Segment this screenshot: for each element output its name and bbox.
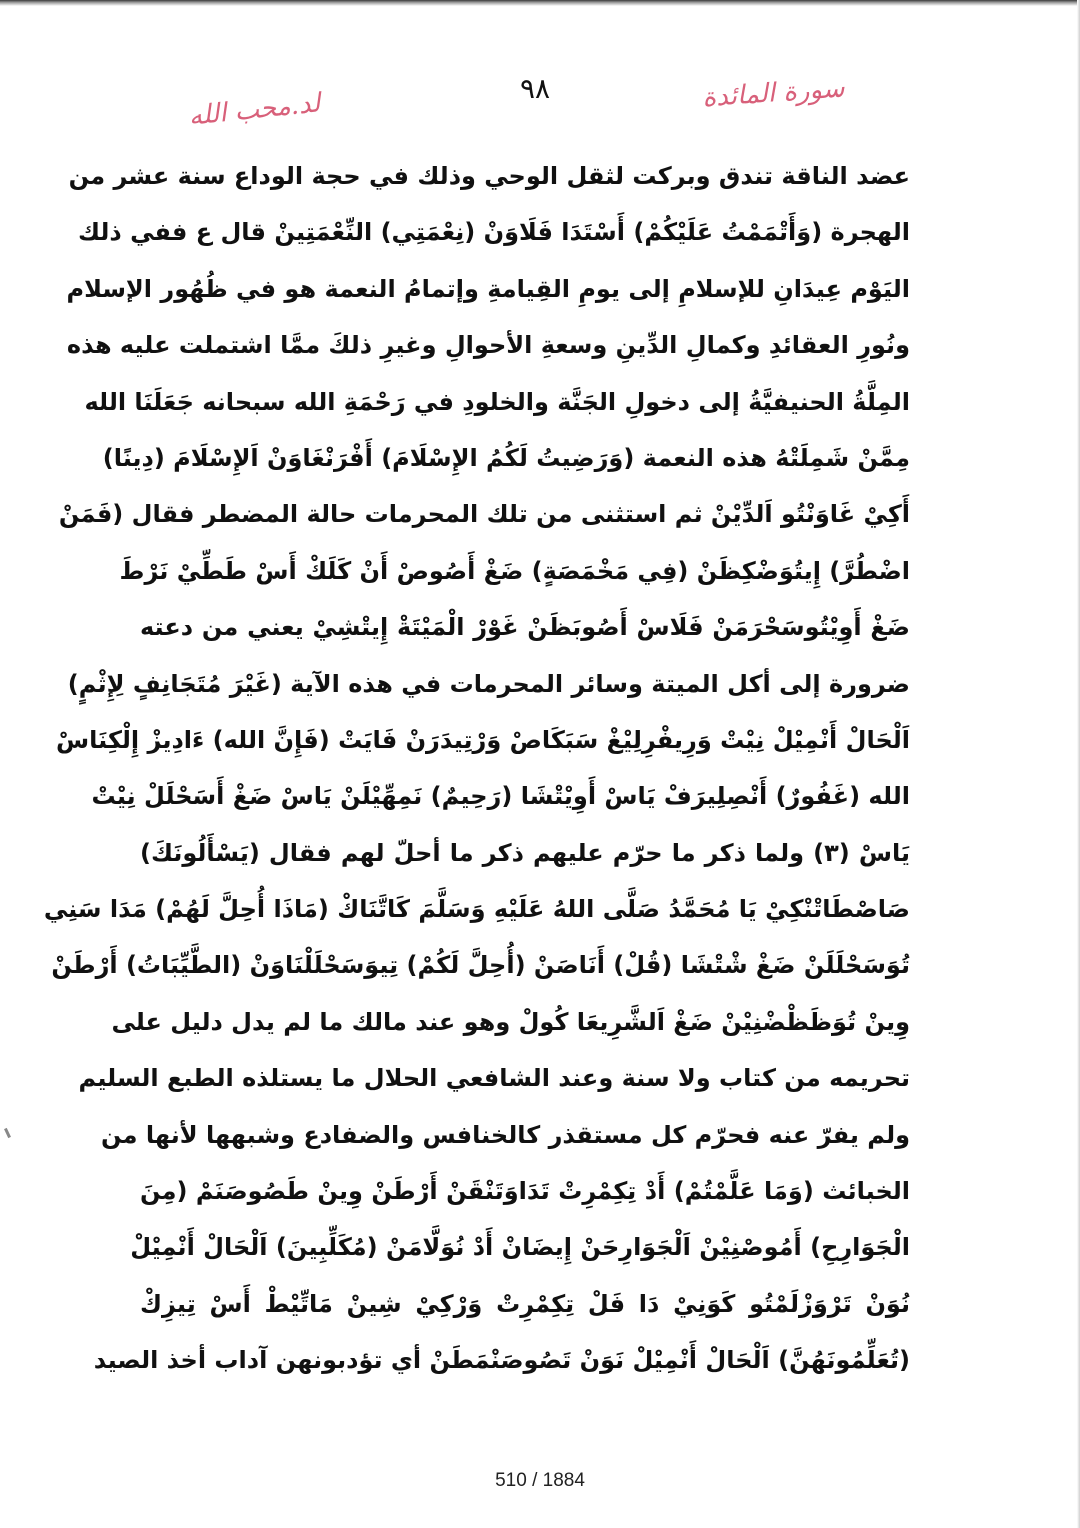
text-line: اليَوْم عِيدَانِ للإسلامِ إلى يومِ القِيامةِ وإتمامُ النعمة هو في ظُهُور الإسلام xyxy=(66,274,910,303)
text-line: (تُعَلِّمُونَهُنَّ) اَلْحَالْ أَنْمِيْلْ نَوَنْ تَصُوصَنْمَطَنْ أي تؤدبونهن آداب أخذ الصيد xyxy=(93,1346,910,1375)
page-body xyxy=(43,148,910,1389)
text-line: ولم يفرّ عنه فحرّم كل مستقذر كالخنافس والضفادع وشبهها لأنها من xyxy=(101,1120,910,1149)
page-counter: 510 / 1884 xyxy=(495,1470,585,1491)
text-line: ضَغْ أَوِيْتُوسَحْرَمَنْ فَلَاسْ أَصُوبَظَنْ غَوْرْ الْمَيْتَةْ إِيتْشِيْ يعني من دعته xyxy=(140,613,910,642)
text-line: وِينْ تُوَظَظْضْنِيْنْ ضَغْ اَلشَّرِيعَا كُولْ وهو عند مالك ما لم يدل دليل على xyxy=(111,1007,910,1036)
author-handwritten-note: لد.محب الله xyxy=(187,88,322,132)
text-line: اضْطُرَّ) إِيتُوَضْكِظَنْ (فِي مَخْمَصَةٍ) ضَغْ أَصُوصْ أَنْ كَلَكْ أَسْ طَطِّيْ نَرْطَ xyxy=(119,556,910,585)
page-number: ٩٨ xyxy=(519,72,551,105)
scan-top-edge xyxy=(0,0,1080,6)
scan-speck xyxy=(4,1128,11,1138)
text-line: ونُورِ العقائدِ وكمالِ الدِّينِ وسعةِ الأحوالِ وغيرِ ذلكَ ممَّا اشتملت عليه هذه xyxy=(66,331,910,360)
text-line: أَكِيْ غَاوَنْتُو اَلدِّيْنْ ثم استثنى من تلك المحرمات حالة المضطر فقال (فَمَنْ xyxy=(58,500,910,529)
text-line: ضرورة إلى أكل الميتة وسائر المحرمات في هذه الآية (غَيْرَ مُتَجَانِفٍ لِإِثْمٍ) xyxy=(67,669,910,698)
text-line: الْجَوَارِحِ) أَمُوصْنِيْنْ اَلْجَوَارِحَنْ إِيضَانْ أَدْ نُوَلَّامَنْ (مُكَلِّبِينَ) اَلْحَالْ أَنْمِيْلْ xyxy=(130,1233,910,1262)
text-line: تُوَسَحْلَلَنْ ضَغْ شْتْشَا (قُلْ) أَنَاصَنْ (أُحِلَّ لَكُمْ) تِيوَسَحْلَلْنَاوَنْ (الطَّيِّبَاتُ) أَرْطَنْ xyxy=(51,951,910,980)
text-line: نُوَنْ تَرْوَزْلَمْتُو كَوَنِيْ دَا فَلْ تِكِمْرِتْ وَرْكِيْ شِينْ مَاتِّيْطْ أَسْ تِيزِكْ xyxy=(140,1289,910,1318)
text-line: اَلْحَالْ أَنْمِيْلْ نِيْتْ وَرِيفْرِلِيْغْ سَبَكَاصْ وَرْتِيدَرَنْ فَايَتْ (فَإِنَّ الله) ءَادِيزْ إِلْكِنَاسْ xyxy=(56,725,910,754)
text-line: الخبائث (وَمَا عَلَّمْتُمْ) أَدْ تِكِمْرِتْ تَدَاوَتَنْقَنْ أَرْطَنْ وِينْ طَصُوصَنَمْ (مِنَ xyxy=(140,1177,910,1206)
text-line: يَاسْ (٣) ولما ذكر ما حرّم عليهم ذكر ما أحلّ لهم فقال (يَسْأَلُونَكَ) xyxy=(140,838,910,867)
text-line: مِمَّنْ شَمِلَتْهُ هذه النعمة (وَرَضِيتُ لَكُمُ الإِسْلَامَ) أَفْرَنْغَاوَنْ اَلإِسْلَامَ (دِينًا) xyxy=(102,443,910,472)
surah-handwritten-note: سورة المائدة xyxy=(701,73,846,114)
text-line: الله (غَفُورٌ) أَنْصِلِيرَفْ يَاسْ أَوِيْتْشَا (رَحِيمٌ) نَمِهِّيْلَنْ يَاسْ ضَغْ أَسَحْلَلْ نِيْتْ xyxy=(91,782,910,811)
text-line: تحريمه من كتاب ولا سنة وعند الشافعي الحلال ما يستلذه الطبع السليم xyxy=(78,1064,910,1093)
text-line: الهجرة (وَأَتْمَمْتُ عَلَيْكُمْ) أَسْتَدَا فَلَاوَنْ (نِعْمَتِي) النِّعْمَتِينْ قال ع ففي ذلك xyxy=(78,218,910,247)
text-line: المِلَّةُ الحنيفيَّةُ إلى دخولِ الجَنَّة والخلودِ في رَحْمَةِ الله سبحانه جَعَلَنَا الله xyxy=(84,387,910,416)
text-line: صَاصْطَاتْنْكِيْ يَا مُحَمَّدُ صَلَّى اللهُ عَلَيْهِ وَسَلَّمَ كَاتَّنَاكْ (مَاذَا أُحِلَّ لَهُمْ) مَدَا سَنِي xyxy=(43,895,910,924)
text-line: عضد الناقة تندق وبركت لثقل الوحي وذلك في حجة الوداع سنة عشر من xyxy=(68,162,910,190)
